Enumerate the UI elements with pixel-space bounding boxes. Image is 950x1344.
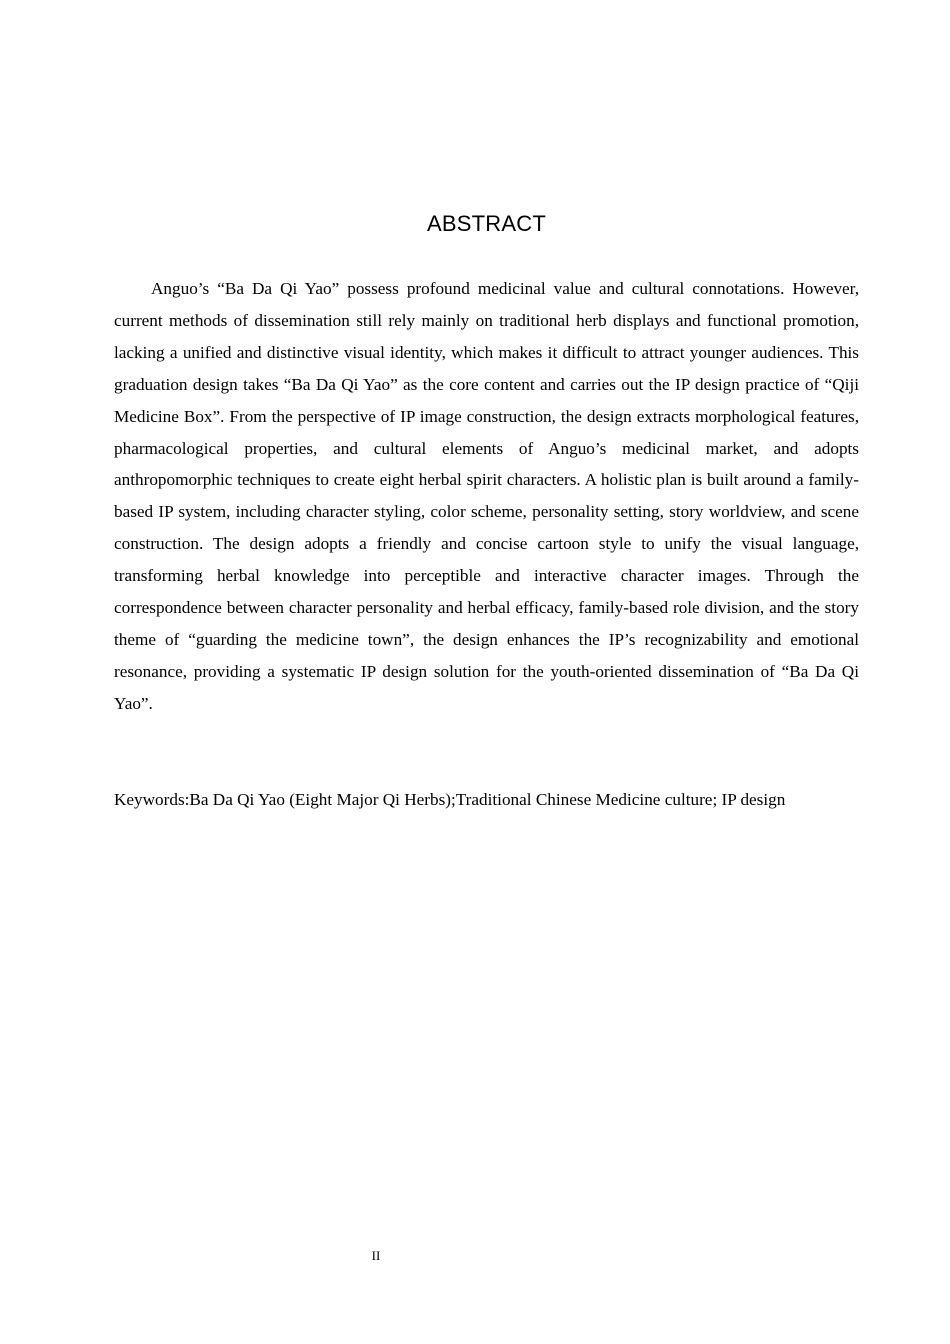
keywords-line: Keywords:Ba Da Qi Yao (Eight Major Qi Herbs);Traditional Chinese Medicine culture; IP design	[114, 790, 786, 809]
abstract-title: ABSTRACT	[427, 211, 546, 236]
page-number: II	[371, 1248, 381, 1263]
abstract-body: Anguo’s “Ba Da Qi Yao” possess profound medicinal value and cultural connotations. However, current methods of dissemination still rely mainly on traditional herb displays and functional promotion, lacking a unified and distinctive visual identity, which makes it difficult to attract younger audiences. This graduation design takes “Ba Da Qi Yao” as the core content and carries out the IP design practice of “Qiji Medicine Box”. From the perspective of IP image construction, the design extracts morphological features, pharmacological properties, and cultural elements of Anguo’s medicinal market, and adopts anthropomorphic techniques to create eight herbal spirit characters. A holistic plan is built around a family-based IP system, including character styling, color scheme, personality setting, story worldview, and scene construction. The design adopts a friendly and concise cartoon style to unify the visual language, transforming herbal knowledge into perceptible and interactive character images. Through the correspondence between character personality and herbal efficacy, family-based role division, and the story theme of “guarding the medicine town”, the design enhances the IP’s recognizability and emotional resonance, providing a systematic IP design solution for the youth-oriented dissemination of “Ba Da Qi Yao”.	[114, 279, 859, 713]
